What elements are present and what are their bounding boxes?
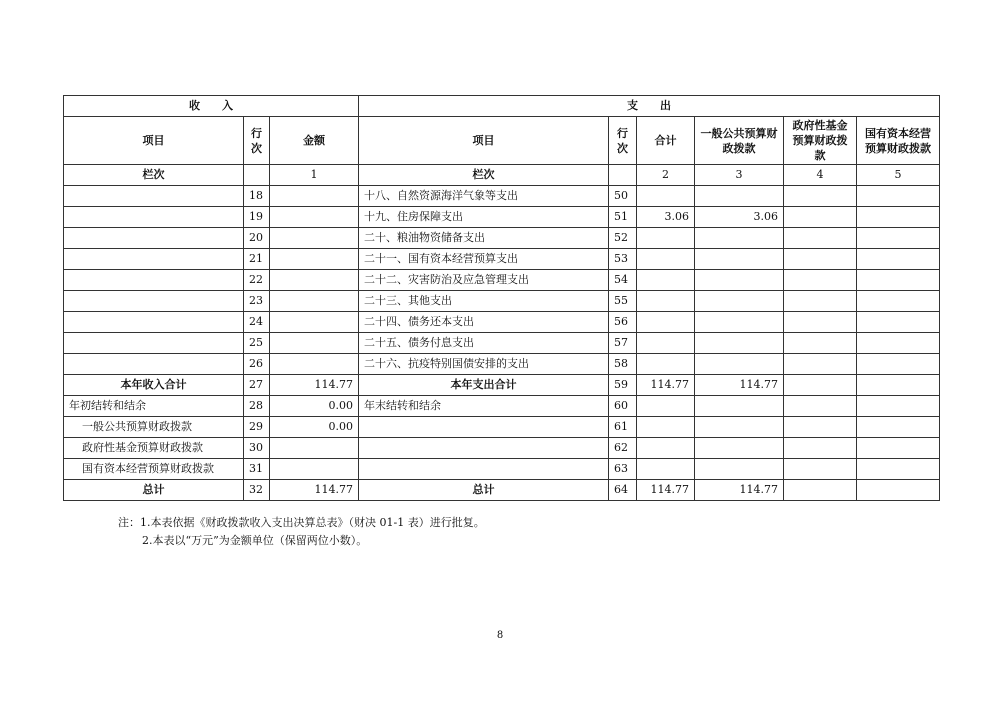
income-item: 国有资本经营预算财政拨款 <box>64 459 244 480</box>
expense-line: 60 <box>609 396 637 417</box>
expense-general <box>695 186 784 207</box>
income-line: 31 <box>244 459 270 480</box>
expense-fund <box>784 438 857 459</box>
expense-capital <box>857 291 940 312</box>
income-line: 28 <box>244 396 270 417</box>
expense-fund <box>784 480 857 501</box>
income-amount: 0.00 <box>270 396 359 417</box>
expense-general <box>695 228 784 249</box>
expense-total <box>637 333 695 354</box>
expense-total <box>637 312 695 333</box>
income-line: 18 <box>244 186 270 207</box>
income-amount <box>270 312 359 333</box>
income-line: 20 <box>244 228 270 249</box>
income-item <box>64 291 244 312</box>
expense-item: 年末结转和结余 <box>359 396 609 417</box>
expense-total <box>637 249 695 270</box>
income-amount: 0.00 <box>270 417 359 438</box>
colnum-label-left: 栏次 <box>64 165 244 186</box>
expense-fund <box>784 207 857 228</box>
expense-line: 58 <box>609 354 637 375</box>
income-header: 收 入 <box>64 96 359 117</box>
expense-fund <box>784 354 857 375</box>
expense-total: 3.06 <box>637 207 695 228</box>
expense-header: 支 出 <box>359 96 940 117</box>
income-line: 29 <box>244 417 270 438</box>
expense-total <box>637 459 695 480</box>
income-item <box>64 249 244 270</box>
expense-line: 64 <box>609 480 637 501</box>
expense-total: 114.77 <box>637 375 695 396</box>
expense-capital <box>857 207 940 228</box>
income-line: 19 <box>244 207 270 228</box>
expense-general <box>695 396 784 417</box>
expense-general <box>695 438 784 459</box>
income-line: 21 <box>244 249 270 270</box>
expense-line: 56 <box>609 312 637 333</box>
expense-capital <box>857 375 940 396</box>
expense-total <box>637 396 695 417</box>
income-item: 年初结转和结余 <box>64 396 244 417</box>
expense-capital <box>857 438 940 459</box>
expense-fund <box>784 291 857 312</box>
expense-year-total-label: 本年支出合计 <box>359 375 609 396</box>
expense-capital <box>857 396 940 417</box>
colnum-fund: 4 <box>784 165 857 186</box>
expense-fund <box>784 228 857 249</box>
expense-fund <box>784 375 857 396</box>
expense-general <box>695 291 784 312</box>
expense-item: 二十五、债务付息支出 <box>359 333 609 354</box>
income-grand-total-amount: 114.77 <box>270 480 359 501</box>
income-grand-total-label: 总计 <box>64 480 244 501</box>
grand-total-row <box>64 480 940 501</box>
income-amount <box>270 249 359 270</box>
income-line: 25 <box>244 333 270 354</box>
expense-total <box>637 186 695 207</box>
income-item <box>64 312 244 333</box>
income-item <box>64 207 244 228</box>
expense-capital <box>857 333 940 354</box>
income-amount <box>270 207 359 228</box>
income-line: 32 <box>244 480 270 501</box>
colnum-capital: 5 <box>857 165 940 186</box>
expense-total <box>637 438 695 459</box>
carry-row <box>64 459 940 480</box>
budget-table <box>63 95 940 501</box>
col-income-amount: 金额 <box>270 117 359 165</box>
income-item <box>64 333 244 354</box>
expense-capital <box>857 459 940 480</box>
table-row <box>64 333 940 354</box>
income-year-total-label: 本年收入合计 <box>64 375 244 396</box>
expense-capital <box>857 186 940 207</box>
expense-total: 114.77 <box>637 480 695 501</box>
expense-fund <box>784 333 857 354</box>
income-amount <box>270 186 359 207</box>
expense-line: 62 <box>609 438 637 459</box>
expense-line: 53 <box>609 249 637 270</box>
expense-total <box>637 291 695 312</box>
income-line: 23 <box>244 291 270 312</box>
expense-fund <box>784 417 857 438</box>
expense-general <box>695 354 784 375</box>
income-amount <box>270 438 359 459</box>
expense-general <box>695 312 784 333</box>
col-expense-line: 行次 <box>609 117 637 165</box>
expense-line: 50 <box>609 186 637 207</box>
expense-item: 十八、自然资源海洋气象等支出 <box>359 186 609 207</box>
expense-fund <box>784 396 857 417</box>
expense-total <box>637 228 695 249</box>
table-row <box>64 228 940 249</box>
carry-row <box>64 417 940 438</box>
expense-fund <box>784 186 857 207</box>
col-state-capital: 国有资本经营预算财政拨款 <box>857 117 940 165</box>
page-number: 8 <box>496 630 504 641</box>
note-1: 注：1.本表依据《财政拨款收入支出决算总表》（财决 01-1 表）进行批复。 <box>118 516 485 529</box>
expense-item <box>359 459 609 480</box>
column-number-row <box>64 165 940 186</box>
income-item <box>64 228 244 249</box>
expense-grand-total-label: 总计 <box>359 480 609 501</box>
table-row <box>64 270 940 291</box>
colnum-empty <box>609 165 637 186</box>
expense-capital <box>857 480 940 501</box>
column-header-row <box>64 117 940 165</box>
year-total-row <box>64 375 940 396</box>
expense-line: 61 <box>609 417 637 438</box>
section-header-row <box>64 96 940 117</box>
table-row <box>64 186 940 207</box>
expense-item: 十九、住房保障支出 <box>359 207 609 228</box>
expense-total <box>637 354 695 375</box>
income-line: 27 <box>244 375 270 396</box>
income-year-total-amount: 114.77 <box>270 375 359 396</box>
expense-line: 57 <box>609 333 637 354</box>
income-amount <box>270 459 359 480</box>
expense-general <box>695 270 784 291</box>
expense-item <box>359 417 609 438</box>
income-amount <box>270 228 359 249</box>
income-amount <box>270 333 359 354</box>
table-row <box>64 291 940 312</box>
expense-general <box>695 417 784 438</box>
col-general-budget: 一般公共预算财政拨款 <box>695 117 784 165</box>
expense-fund <box>784 459 857 480</box>
expense-fund <box>784 270 857 291</box>
income-item <box>64 186 244 207</box>
expense-line: 52 <box>609 228 637 249</box>
colnum-total: 2 <box>637 165 695 186</box>
expense-item <box>359 438 609 459</box>
col-income-item: 项目 <box>64 117 244 165</box>
expense-general: 114.77 <box>695 480 784 501</box>
col-expense-total: 合计 <box>637 117 695 165</box>
expense-general: 3.06 <box>695 207 784 228</box>
income-item <box>64 354 244 375</box>
expense-line: 59 <box>609 375 637 396</box>
expense-line: 63 <box>609 459 637 480</box>
colnum-general: 3 <box>695 165 784 186</box>
expense-item: 二十四、债务还本支出 <box>359 312 609 333</box>
expense-line: 51 <box>609 207 637 228</box>
expense-total <box>637 270 695 291</box>
expense-general <box>695 333 784 354</box>
expense-fund <box>784 249 857 270</box>
expense-line: 54 <box>609 270 637 291</box>
expense-general <box>695 249 784 270</box>
expense-fund <box>784 312 857 333</box>
col-expense-item: 项目 <box>359 117 609 165</box>
table-row <box>64 207 940 228</box>
table-row <box>64 312 940 333</box>
colnum-label-right: 栏次 <box>359 165 609 186</box>
expense-item: 二十一、国有资本经营预算支出 <box>359 249 609 270</box>
income-line: 26 <box>244 354 270 375</box>
income-line: 24 <box>244 312 270 333</box>
table-notes <box>118 514 485 550</box>
colnum-empty <box>244 165 270 186</box>
expense-capital <box>857 354 940 375</box>
expense-capital <box>857 249 940 270</box>
table-row <box>64 354 940 375</box>
colnum-amount: 1 <box>270 165 359 186</box>
income-amount <box>270 270 359 291</box>
income-item <box>64 270 244 291</box>
expense-item: 二十二、灾害防治及应急管理支出 <box>359 270 609 291</box>
expense-capital <box>857 417 940 438</box>
col-income-line: 行次 <box>244 117 270 165</box>
income-amount <box>270 354 359 375</box>
expense-general: 114.77 <box>695 375 784 396</box>
carry-row <box>64 438 940 459</box>
expense-line: 55 <box>609 291 637 312</box>
expense-item: 二十三、其他支出 <box>359 291 609 312</box>
income-line: 22 <box>244 270 270 291</box>
expense-item: 二十六、抗疫特别国债安排的支出 <box>359 354 609 375</box>
col-gov-fund: 政府性基金预算财政拨款 <box>784 117 857 165</box>
income-item: 政府性基金预算财政拨款 <box>64 438 244 459</box>
income-item: 一般公共预算财政拨款 <box>64 417 244 438</box>
expense-capital <box>857 228 940 249</box>
expense-general <box>695 459 784 480</box>
table-row <box>64 249 940 270</box>
carry-row <box>64 396 940 417</box>
expense-capital <box>857 270 940 291</box>
expense-total <box>637 417 695 438</box>
income-amount <box>270 291 359 312</box>
expense-capital <box>857 312 940 333</box>
expense-item: 二十、粮油物资储备支出 <box>359 228 609 249</box>
note-2: 2.本表以“万元”为金额单位（保留两位小数）。 <box>142 534 368 547</box>
income-line: 30 <box>244 438 270 459</box>
